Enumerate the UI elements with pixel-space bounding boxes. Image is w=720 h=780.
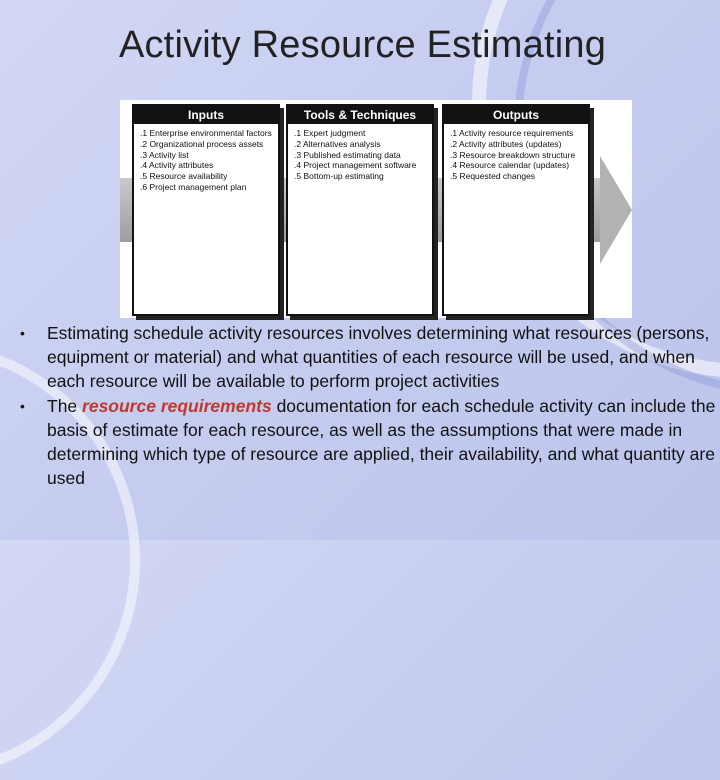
bullet-list [20, 321, 718, 490]
tools-techniques-item: .5 Bottom-up estimating [294, 171, 384, 182]
outputs-column [442, 104, 590, 316]
tools-techniques-item: .1 Expert judgment [294, 128, 366, 138]
bullet-item [20, 321, 718, 394]
process-arrow-head [600, 156, 632, 264]
tools-techniques-item: .3 Published estimating data [294, 149, 401, 160]
bullet-dot: • [20, 397, 25, 414]
inputs-list [134, 124, 278, 193]
bullet-dot: • [20, 325, 25, 341]
tools-techniques-item: .4 Project management software [294, 160, 417, 171]
bullet-text-lead: The [47, 395, 83, 416]
inputs-item: .6 Project management plan [140, 181, 247, 192]
outputs-item: .3 Resource breakdown structure [450, 149, 576, 160]
highlighted-term: resource requirements [82, 395, 272, 416]
bullet-text-rest: documentation for each schedule activity can include the basis of estimate for each resource, as well as the assumptions that were made in determining which type of resource are applied, their availability, and what quantity are used [47, 395, 716, 489]
inputs-item: .4 Activity attributes [140, 160, 214, 171]
inputs-column [132, 104, 280, 316]
itto-diagram [120, 100, 632, 318]
outputs-item: .1 Activity resource requirements [450, 128, 574, 138]
inputs-item: .3 Activity list [140, 149, 189, 160]
bullet-item [20, 394, 718, 491]
bullet-text: Estimating schedule activity resources involves determining what resources (persons, equipment or material) and what quantities of each resource will be used, and when each resource will be available to perform project activities [47, 323, 710, 392]
outputs-header: Outputs [444, 106, 588, 124]
outputs-item: .5 Requested changes [450, 171, 536, 182]
tools-techniques-header: Tools & Techniques [288, 106, 432, 124]
slide-title: Activity Resource Estimating [118, 24, 607, 66]
outputs-list [444, 124, 588, 182]
inputs-item: .5 Resource availability [140, 171, 228, 182]
tools-techniques-column [286, 104, 434, 316]
tools-techniques-list [288, 124, 432, 182]
tools-techniques-item: .2 Alternatives analysis [294, 138, 381, 149]
inputs-item: .2 Organizational process assets [140, 138, 264, 149]
inputs-header: Inputs [134, 106, 278, 124]
outputs-item: .2 Activity attributes (updates) [450, 138, 562, 149]
outputs-item: .4 Resource calendar (updates) [450, 160, 570, 171]
inputs-item: .1 Enterprise environmental factors [140, 128, 272, 138]
